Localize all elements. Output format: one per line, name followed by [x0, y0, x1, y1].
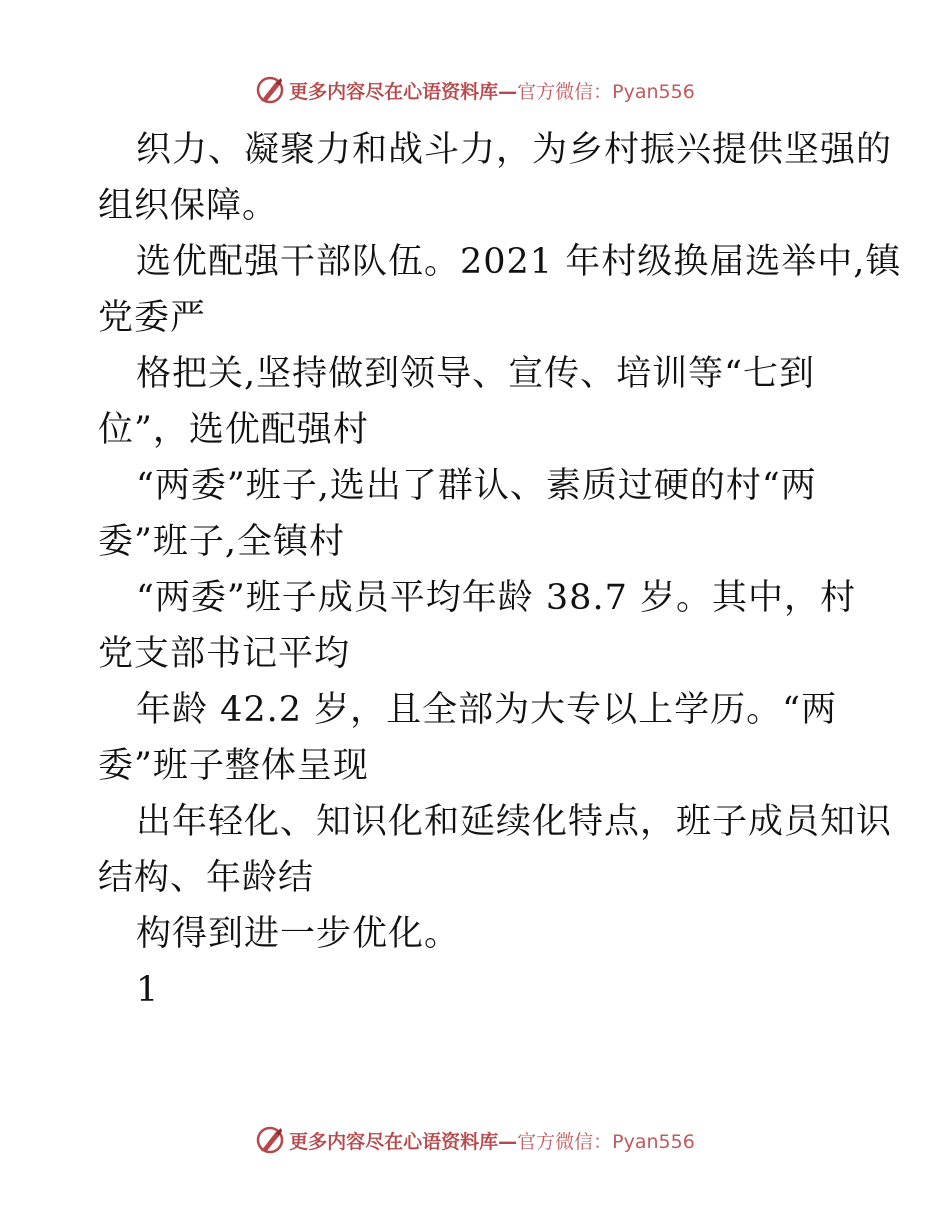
banner-wechat: 官方微信：Pyan556: [517, 1130, 695, 1153]
banner-text: 更多内容尽在心语资料库—官方微信：Pyan556: [289, 80, 695, 103]
quill-logo-icon: [255, 75, 285, 105]
paragraph-line: 出年轻化、知识化和延续化特点，班子成员知识: [136, 802, 893, 842]
paragraph-line: 组织保障。: [98, 186, 279, 226]
banner-text: 更多内容尽在心语资料库—官方微信：Pyan556: [289, 1130, 695, 1153]
paragraph-line: 委”班子整体呈现: [98, 746, 369, 786]
page-number: 1: [136, 970, 160, 1010]
paragraph-line: 构得到进一步优化。: [136, 914, 461, 954]
header-banner: [0, 72, 950, 108]
paragraph-line: 格把关,坚持做到领导、宣传、培训等“七到: [136, 354, 816, 394]
banner-wechat: 官方微信：Pyan556: [517, 80, 695, 103]
footer-banner: [0, 1122, 950, 1158]
paragraph-line: 委”班子,全镇村: [98, 522, 346, 562]
paragraph-line: 年龄 42.2 岁，且全部为大专以上学历。“两: [136, 690, 838, 730]
paragraph-line: 党支部书记平均: [98, 634, 351, 674]
document-body: [98, 122, 902, 1018]
quill-logo-icon: [255, 1125, 285, 1155]
paragraph-line: 结构、年龄结: [98, 858, 315, 898]
paragraph-line: 织力、凝聚力和战斗力，为乡村振兴提供坚强的: [136, 130, 893, 170]
paragraph-line: 选优配强干部队伍。2021 年村级换届选举中,镇: [136, 242, 902, 282]
paragraph-line: “两委”班子,选出了群认、素质过硬的村“两: [136, 466, 817, 506]
paragraph-line: 位”，选优配强村: [98, 410, 369, 450]
paragraph-line: “两委”班子成员平均年龄 38.7 岁。其中，村: [136, 578, 856, 618]
paragraph-line: 党委严: [98, 298, 207, 338]
